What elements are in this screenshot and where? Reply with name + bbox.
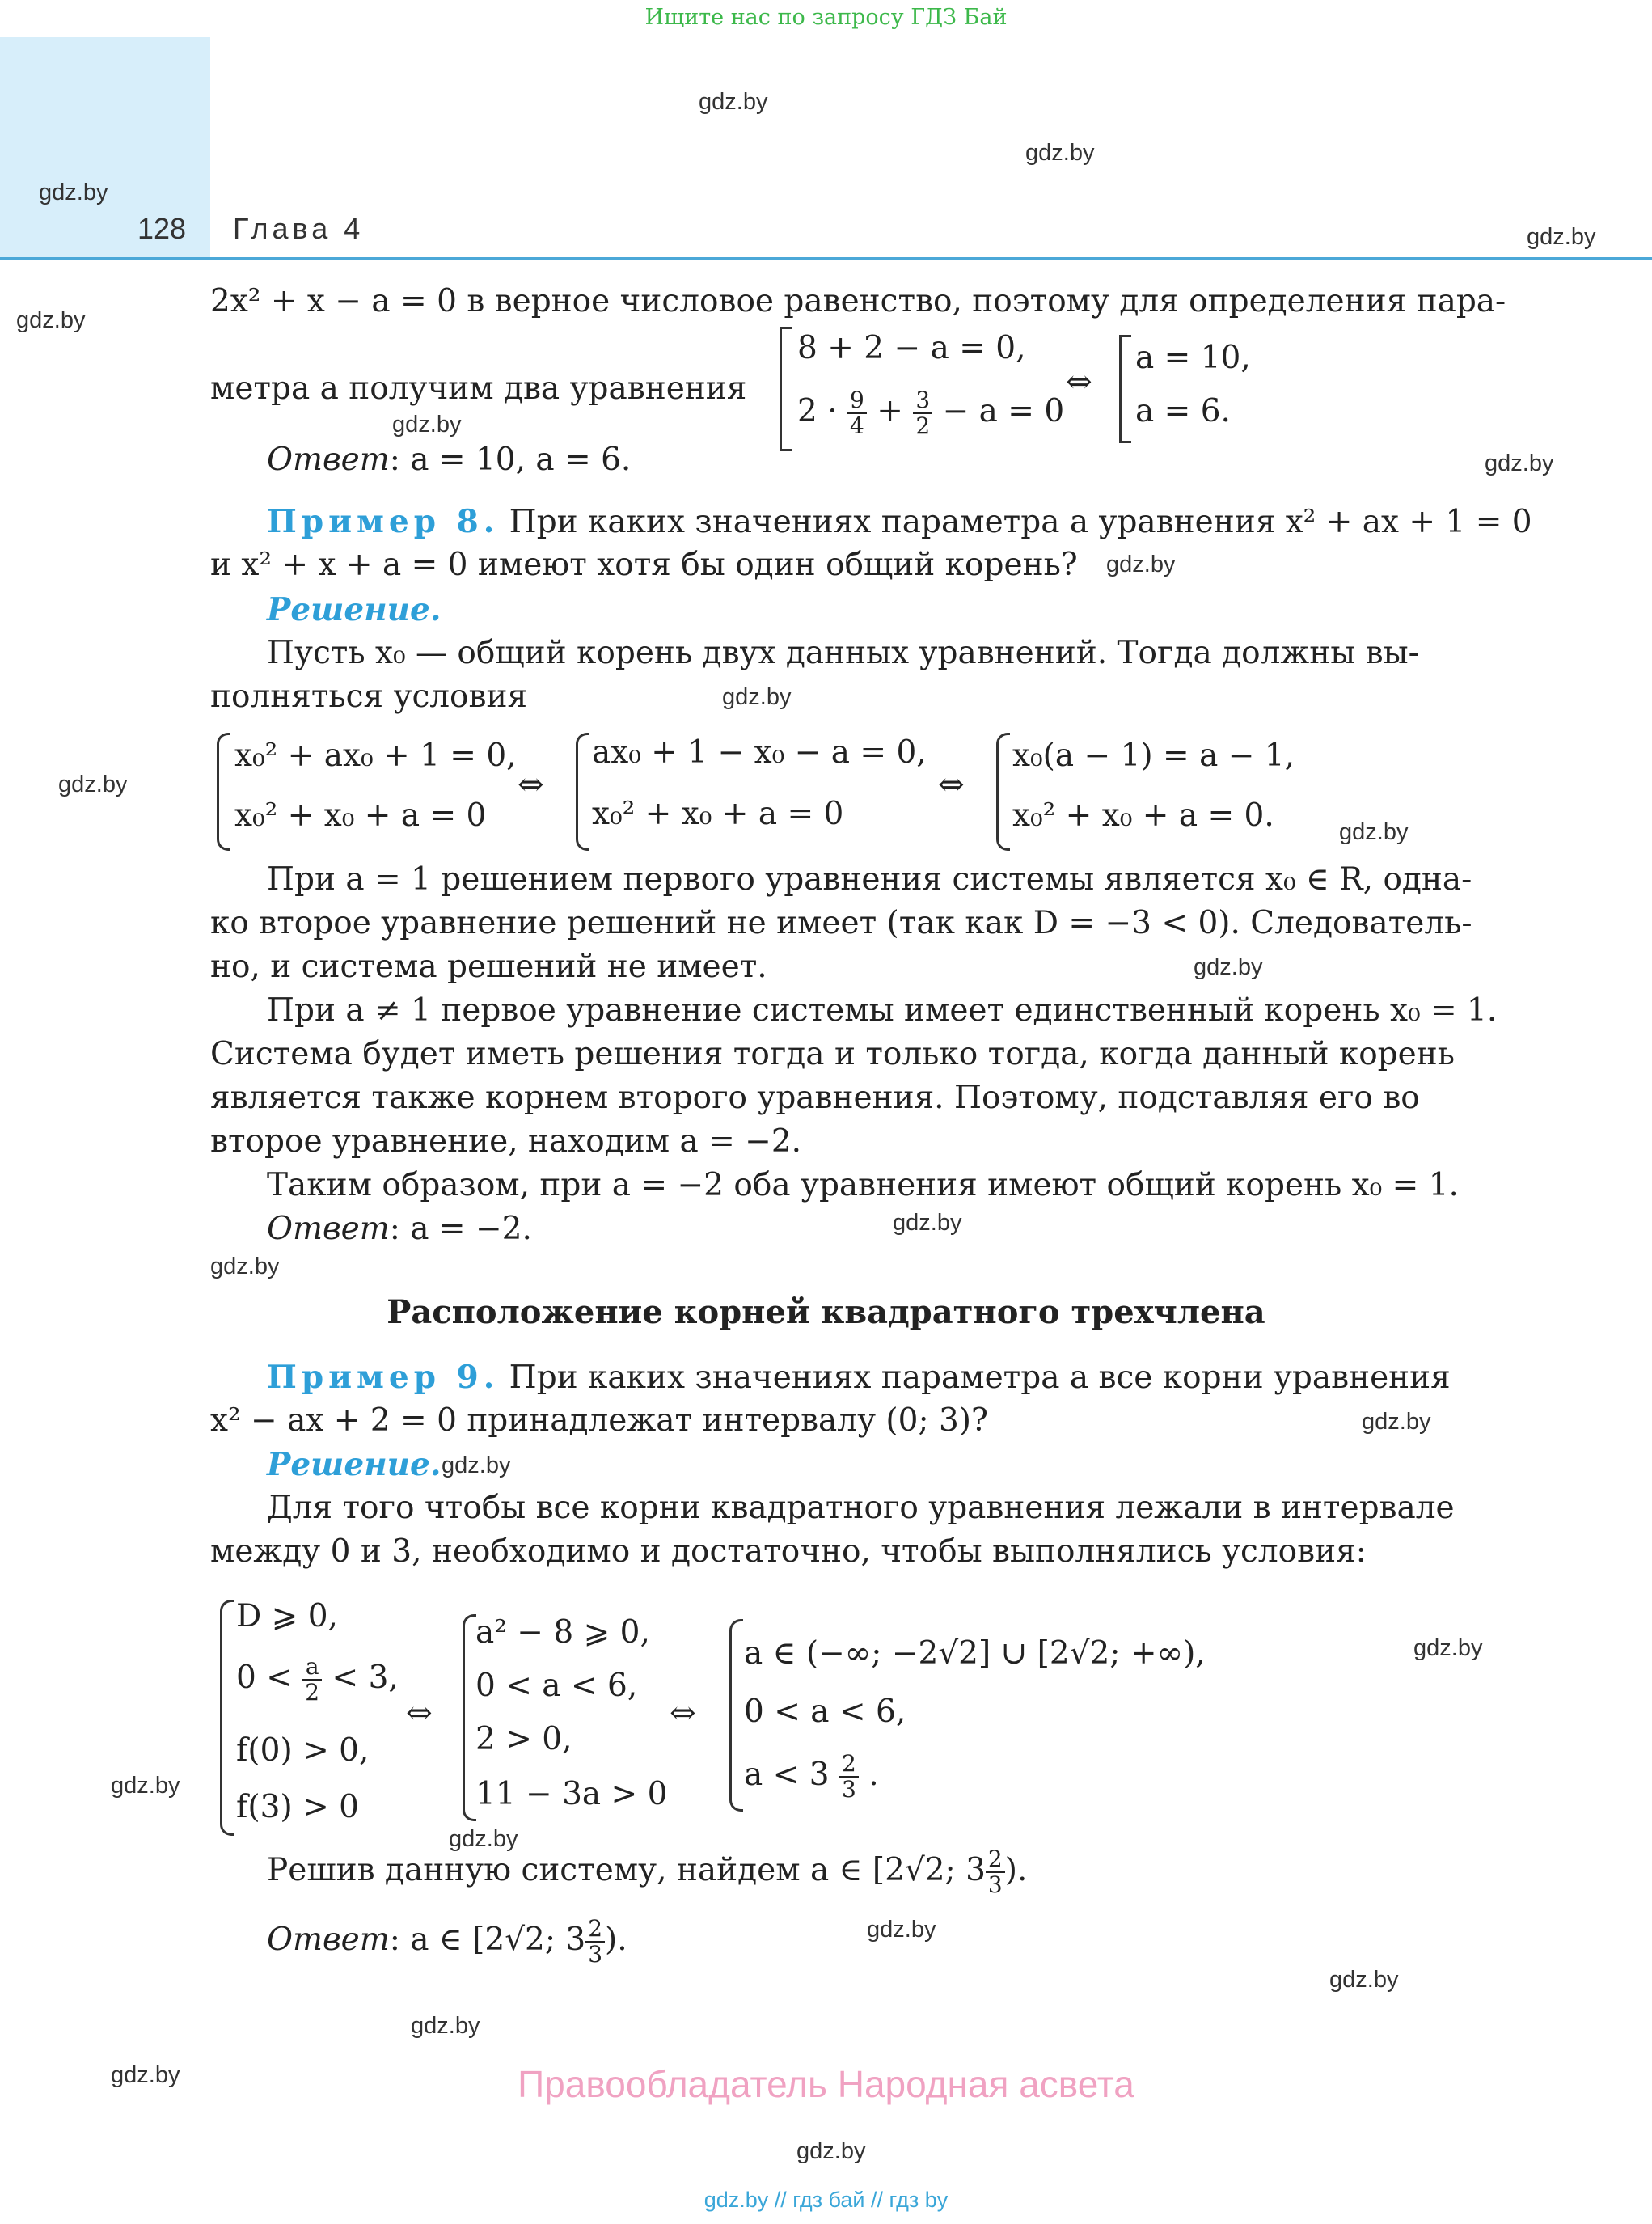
math-row: 8 + 2 − a = 0, (797, 330, 1026, 366)
math-row: a² − 8 ⩾ 0, (475, 1614, 650, 1651)
text-line: но, и система решений не имеет. (210, 949, 767, 985)
equivalence-symbol: ⇔ (406, 1695, 433, 1731)
text-line: полняться условия (210, 679, 528, 715)
watermark: gdz.by (1485, 450, 1554, 476)
solution-label: Решение. (267, 591, 442, 628)
math-row: a = 10, (1135, 340, 1251, 376)
watermark: gdz.by (111, 2062, 180, 2088)
math-row: x₀² + ax₀ + 1 = 0, (234, 738, 517, 774)
header-rule (0, 257, 1652, 260)
text-line: Пусть x₀ — общий корень двух данных уравнений. Тогда должны вы- (267, 635, 1419, 671)
watermark: gdz.by (411, 2013, 480, 2039)
watermark: gdz.by (16, 307, 86, 333)
fraction: $\frac{3}{2}$ (913, 388, 932, 438)
math-row: 2 · $\frac{9}{4}$ + $\frac{3}{2}$ − a = 0 (797, 387, 1065, 439)
square-bracket (780, 327, 792, 451)
math-row: f(0) > 0, (236, 1732, 370, 1769)
solution-label: Решение. (267, 1446, 442, 1483)
text-line: Для того чтобы все корни квадратного уравнения лежали в интервале (267, 1490, 1455, 1526)
text-line: При a = 1 решением первого уравнения системы является x₀ ∈ R, одна- (267, 861, 1472, 898)
watermark: gdz.by (58, 772, 128, 797)
watermark: gdz.by (1329, 1967, 1399, 1993)
equivalence-symbol: ⇔ (1066, 364, 1092, 400)
watermark: gdz.by (796, 2138, 866, 2164)
text-line: Решив данную систему, найдем a ∈ [2√2; 3 $\frac{2}{3}$ ). (267, 1846, 1028, 1898)
text-line: является также корнем второго уравнения. Поэтому, подставляя его во (210, 1080, 1420, 1116)
watermark: gdz.by (111, 1773, 180, 1799)
answer-line: Ответ: a = −2. (267, 1211, 532, 1247)
curly-brace (463, 1614, 476, 1821)
square-bracket (1119, 335, 1131, 443)
math-row: x₀² + x₀ + a = 0. (1012, 797, 1274, 834)
math-row: ax₀ + 1 − x₀ − a = 0, (592, 734, 927, 771)
text-line: между 0 и 3, необходимо и достаточно, чтобы выполнялись условия: (210, 1533, 1367, 1570)
math-row: 2 > 0, (475, 1721, 572, 1757)
watermark: gdz.by (1362, 1409, 1431, 1435)
fraction: $\frac{2}{3}$ (839, 1752, 859, 1802)
watermark: gdz.by (1527, 224, 1596, 250)
watermark: gdz.by (210, 1254, 280, 1279)
math-row: x₀(a − 1) = a − 1, (1012, 738, 1295, 774)
math-row: a = 6. (1135, 393, 1231, 429)
math-row: a < 3 $\frac{2}{3}$ . (744, 1750, 879, 1803)
math-row: 0 < a < 6, (475, 1668, 638, 1704)
watermark: gdz.by (392, 412, 462, 438)
text-line: метра a получим два уравнения (210, 370, 747, 407)
curly-brace (729, 1619, 743, 1812)
equivalence-symbol: ⇔ (670, 1695, 696, 1731)
math-row: 11 − 3a > 0 (475, 1776, 668, 1812)
equivalence-symbol: ⇔ (518, 767, 544, 803)
watermark: gdz.by (867, 1917, 936, 1943)
math-row: x₀² + x₀ + a = 0 (592, 796, 844, 832)
curly-brace (996, 733, 1010, 851)
answer-line: Ответ: a = 10, a = 6. (267, 442, 632, 478)
math-row: 0 < a < 6, (744, 1693, 906, 1730)
math-row: a ∈ (−∞; −2√2] ∪ [2√2; +∞), (744, 1635, 1206, 1672)
watermark: gdz.by (449, 1826, 518, 1852)
text-line: второе уравнение, находим a = −2. (210, 1123, 802, 1160)
watermark: gdz.by (39, 180, 108, 205)
watermark: gdz.by (1413, 1635, 1483, 1661)
watermark: gdz.by (1025, 140, 1095, 166)
section-title: Расположение корней квадратного трехчлена (387, 1293, 1265, 1331)
answer-line: Ответ: a ∈ [2√2; 3 $\frac{2}{3}$ ). (267, 1915, 627, 1968)
math-row: 0 < $\frac{a}{2}$ < 3, (236, 1653, 399, 1706)
watermark: gdz.by (699, 89, 768, 115)
watermark: gdz.by (1339, 819, 1409, 845)
example-heading: Пример 9. При каких значениях параметра a все корни уравнения (267, 1359, 1451, 1396)
equivalence-symbol: ⇔ (938, 767, 965, 803)
text-line: и x² + x + a = 0 имеют хотя бы один общий корень? (210, 547, 1078, 583)
math-row: D ⩾ 0, (236, 1598, 338, 1634)
fraction: $\frac{a}{2}$ (302, 1655, 322, 1705)
watermark: gdz.by (442, 1452, 511, 1478)
copyright-notice: Правообладатель Народная асвета (518, 2063, 1134, 2105)
curly-brace (220, 1600, 234, 1836)
math-row: x₀² + x₀ + a = 0 (234, 797, 487, 834)
page-number: 128 (137, 212, 187, 245)
curly-brace (576, 733, 589, 851)
fraction: $\frac{2}{3}$ (986, 1847, 1005, 1897)
text-line: 2x² + x − a = 0 в верное числовое равенство, поэтому для определения пара- (210, 283, 1506, 319)
chapter-title: Глава 4 (233, 212, 365, 245)
fraction: $\frac{9}{4}$ (847, 388, 867, 438)
text-line: Таким образом, при a = −2 оба уравнения имеют общий корень x₀ = 1. (267, 1167, 1459, 1203)
curly-brace (217, 733, 230, 851)
watermark: gdz.by (1106, 552, 1176, 577)
text-line: x² − ax + 2 = 0 принадлежат интервалу (0; 3)? (210, 1402, 988, 1439)
fraction: $\frac{2}{3}$ (585, 1917, 605, 1967)
math-row: f(3) > 0 (236, 1789, 359, 1825)
footer-links[interactable]: gdz.by // гдз бай // гдз by (703, 2188, 949, 2212)
example-heading: Пример 8. При каких значениях параметра a уравнения x² + ax + 1 = 0 (267, 503, 1532, 540)
text-line: Система будет иметь решения тогда и только тогда, когда данный корень (210, 1036, 1455, 1072)
search-banner[interactable]: Ищите нас по запросу ГДЗ Бай (644, 5, 1008, 30)
watermark: gdz.by (1194, 954, 1263, 980)
text-line: ко второе уравнение решений не имеет (так как D = −3 < 0). Следователь- (210, 905, 1472, 941)
watermark: gdz.by (893, 1210, 962, 1236)
watermark: gdz.by (722, 684, 792, 710)
text-line: При a ≠ 1 первое уравнение системы имеет единственный корень x₀ = 1. (267, 992, 1498, 1029)
